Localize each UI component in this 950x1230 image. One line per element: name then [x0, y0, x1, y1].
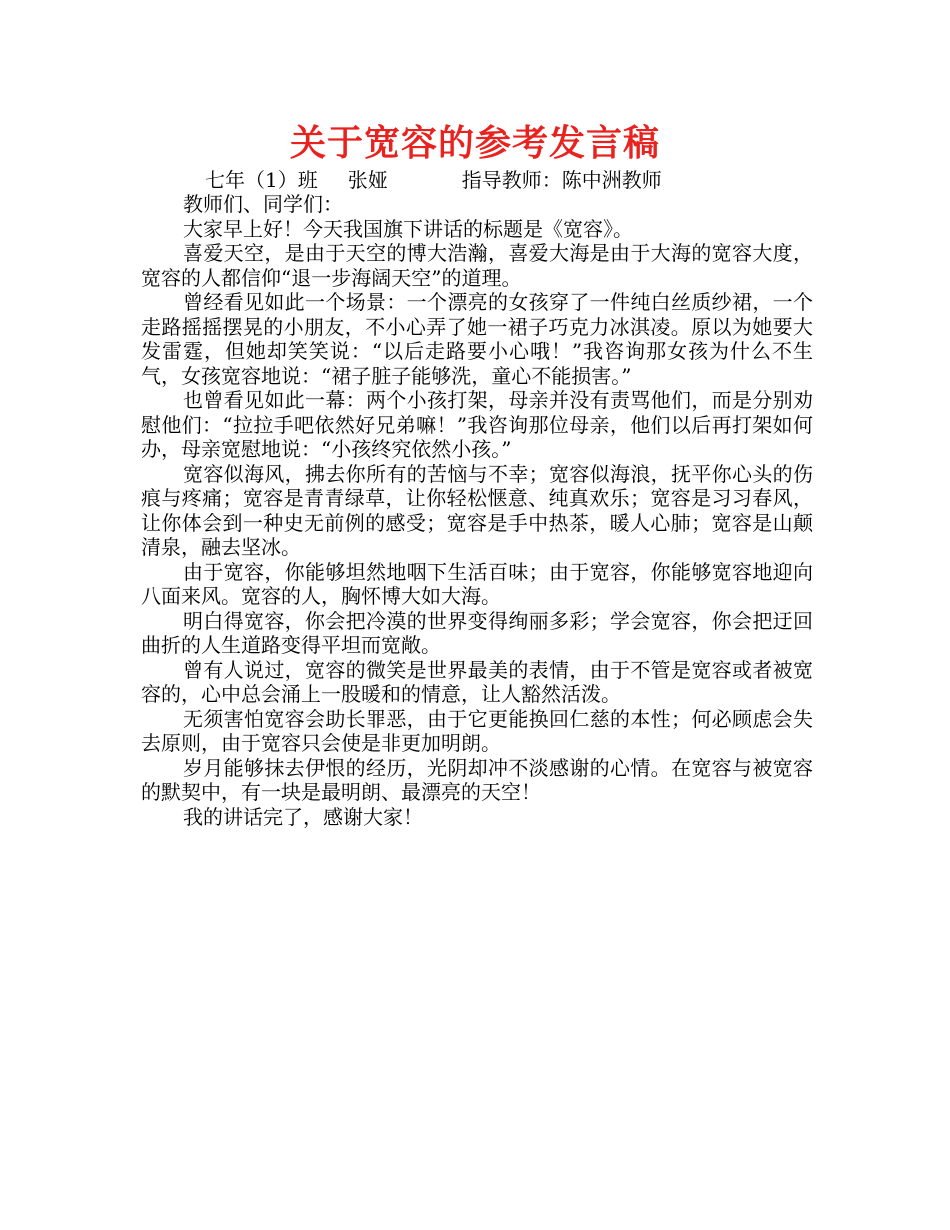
body-paragraph: 也曾看见如此一幕：两个小孩打架，母亲并没有责骂他们，而是分别劝慰他们：“拉拉手吧依然好兄弟嘛！”我咨询那位母亲，他们以后再打架如何办，母亲宽慰地说：“小孩终究依然小孩。”	[141, 388, 813, 461]
speech-body	[141, 192, 813, 829]
document-title: 关于宽容的参考发言稿	[289, 123, 660, 164]
body-paragraph: 曾有人说过，宽容的微笑是世界最美的表情，由于不管是宽容或者被宽容的，心中总会涌上一股暖和的情意，让人豁然活泼。	[141, 657, 813, 706]
author-name: 张娅	[347, 168, 388, 192]
body-paragraph: 喜爱天空，是由于天空的博大浩瀚，喜爱大海是由于大海的宽容大度，宽容的人都信仰“退一步海阔天空”的道理。	[141, 241, 813, 290]
advisor-name: 指导教师：陈中洲教师	[461, 168, 662, 192]
greeting-paragraph: 教师们、同学们：	[183, 192, 343, 216]
body-paragraph: 岁月能够抹去伊恨的经历，光阴却冲不淡感谢的心情。在宽容与被宽容的默契中，有一块是最明朗、最漂亮的天空！	[141, 755, 813, 804]
body-paragraph: 宽容似海风，拂去你所有的苦恼与不幸；宽容似海浪，抚平你心头的伤痕与疼痛；宽容是青青绿草，让你轻松惬意、纯真欢乐；宽容是习习春风，让你体会到一种史无前例的感受；宽容是手中热茶，暖人心肺；宽容是山颠清泉，融去坚冰。	[141, 461, 813, 559]
closing-paragraph: 我的讲话完了，感谢大家！	[183, 804, 423, 829]
body-paragraph: 由于宽容，你能够坦然地咽下生活百味；由于宽容，你能够宽容地迎向八面来风。宽容的人，胸怀博大如大海。	[141, 559, 813, 608]
byline	[205, 168, 662, 192]
body-paragraph: 曾经看见如此一个场景：一个漂亮的女孩穿了一件纯白丝质纱裙，一个走路摇摇摆晃的小朋友，不小心弄了她一裙子巧克力冰淇凌。原以为她要大发雷霆，但她却笑笑说：“以后走路要小心哦！”我咨询那女孩为什么不生气，女孩宽容地说：“裙子脏子能够洗，童心不能损害。”	[141, 290, 813, 388]
class-name: 七年（1）班	[205, 168, 318, 192]
body-paragraph: 大家早上好！今天我国旗下讲话的标题是《宽容》。	[183, 216, 633, 241]
body-paragraph: 无须害怕宽容会助长罪恶，由于它更能换回仁慈的本性；何必顾虑会失去原则，由于宽容只会使是非更加明朗。	[141, 706, 813, 755]
body-paragraph: 明白得宽容，你会把冷漠的世界变得绚丽多彩；学会宽容，你会把迂回曲折的人生道路变得平坦而宽敞。	[141, 608, 813, 657]
